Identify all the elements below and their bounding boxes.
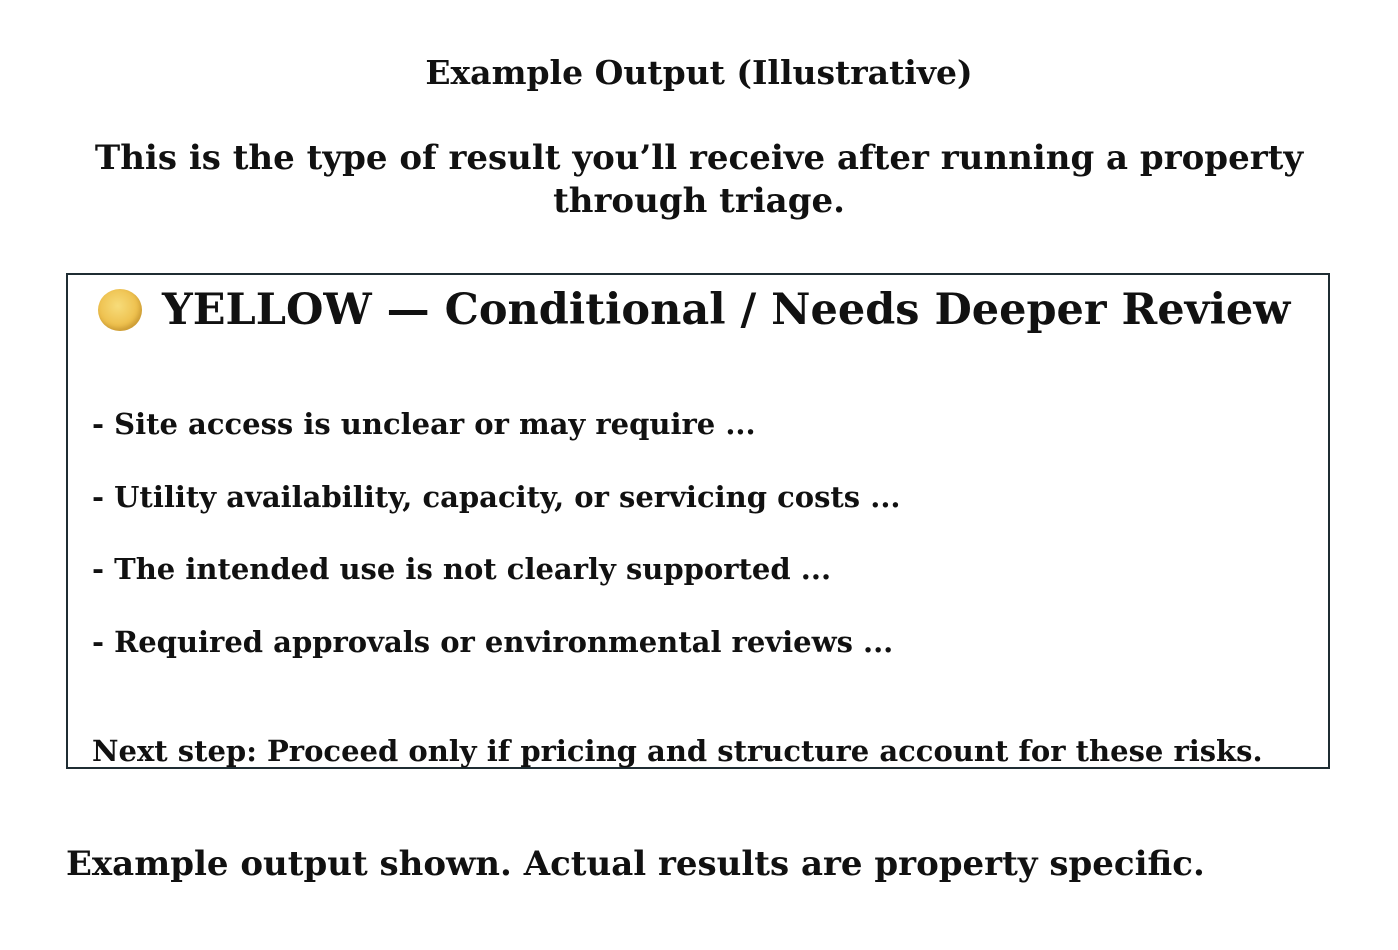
triage-result-card bbox=[66, 273, 1330, 769]
finding-item: - The intended use is not clearly supported ... bbox=[92, 552, 832, 586]
status-title: YELLOW — Conditional / Needs Deeper Review bbox=[162, 285, 1291, 335]
page-title: Example Output (Illustrative) bbox=[425, 53, 973, 92]
status-row bbox=[98, 285, 1290, 335]
next-step-text: Next step: Proceed only if pricing and structure account for these risks. bbox=[92, 734, 1263, 768]
yellow-circle-icon bbox=[98, 289, 142, 331]
finding-item: - Utility availability, capacity, or servicing costs ... bbox=[92, 479, 901, 514]
finding-item: - Site access is unclear or may require ... bbox=[92, 407, 756, 441]
finding-item: - Required approvals or environmental reviews ... bbox=[92, 624, 894, 659]
disclaimer-text: Example output shown. Actual results are property specific. bbox=[66, 844, 1205, 884]
findings-list bbox=[92, 406, 901, 696]
page-subtitle: This is the type of result you’ll receive after running a property through triage. bbox=[94, 138, 1304, 221]
